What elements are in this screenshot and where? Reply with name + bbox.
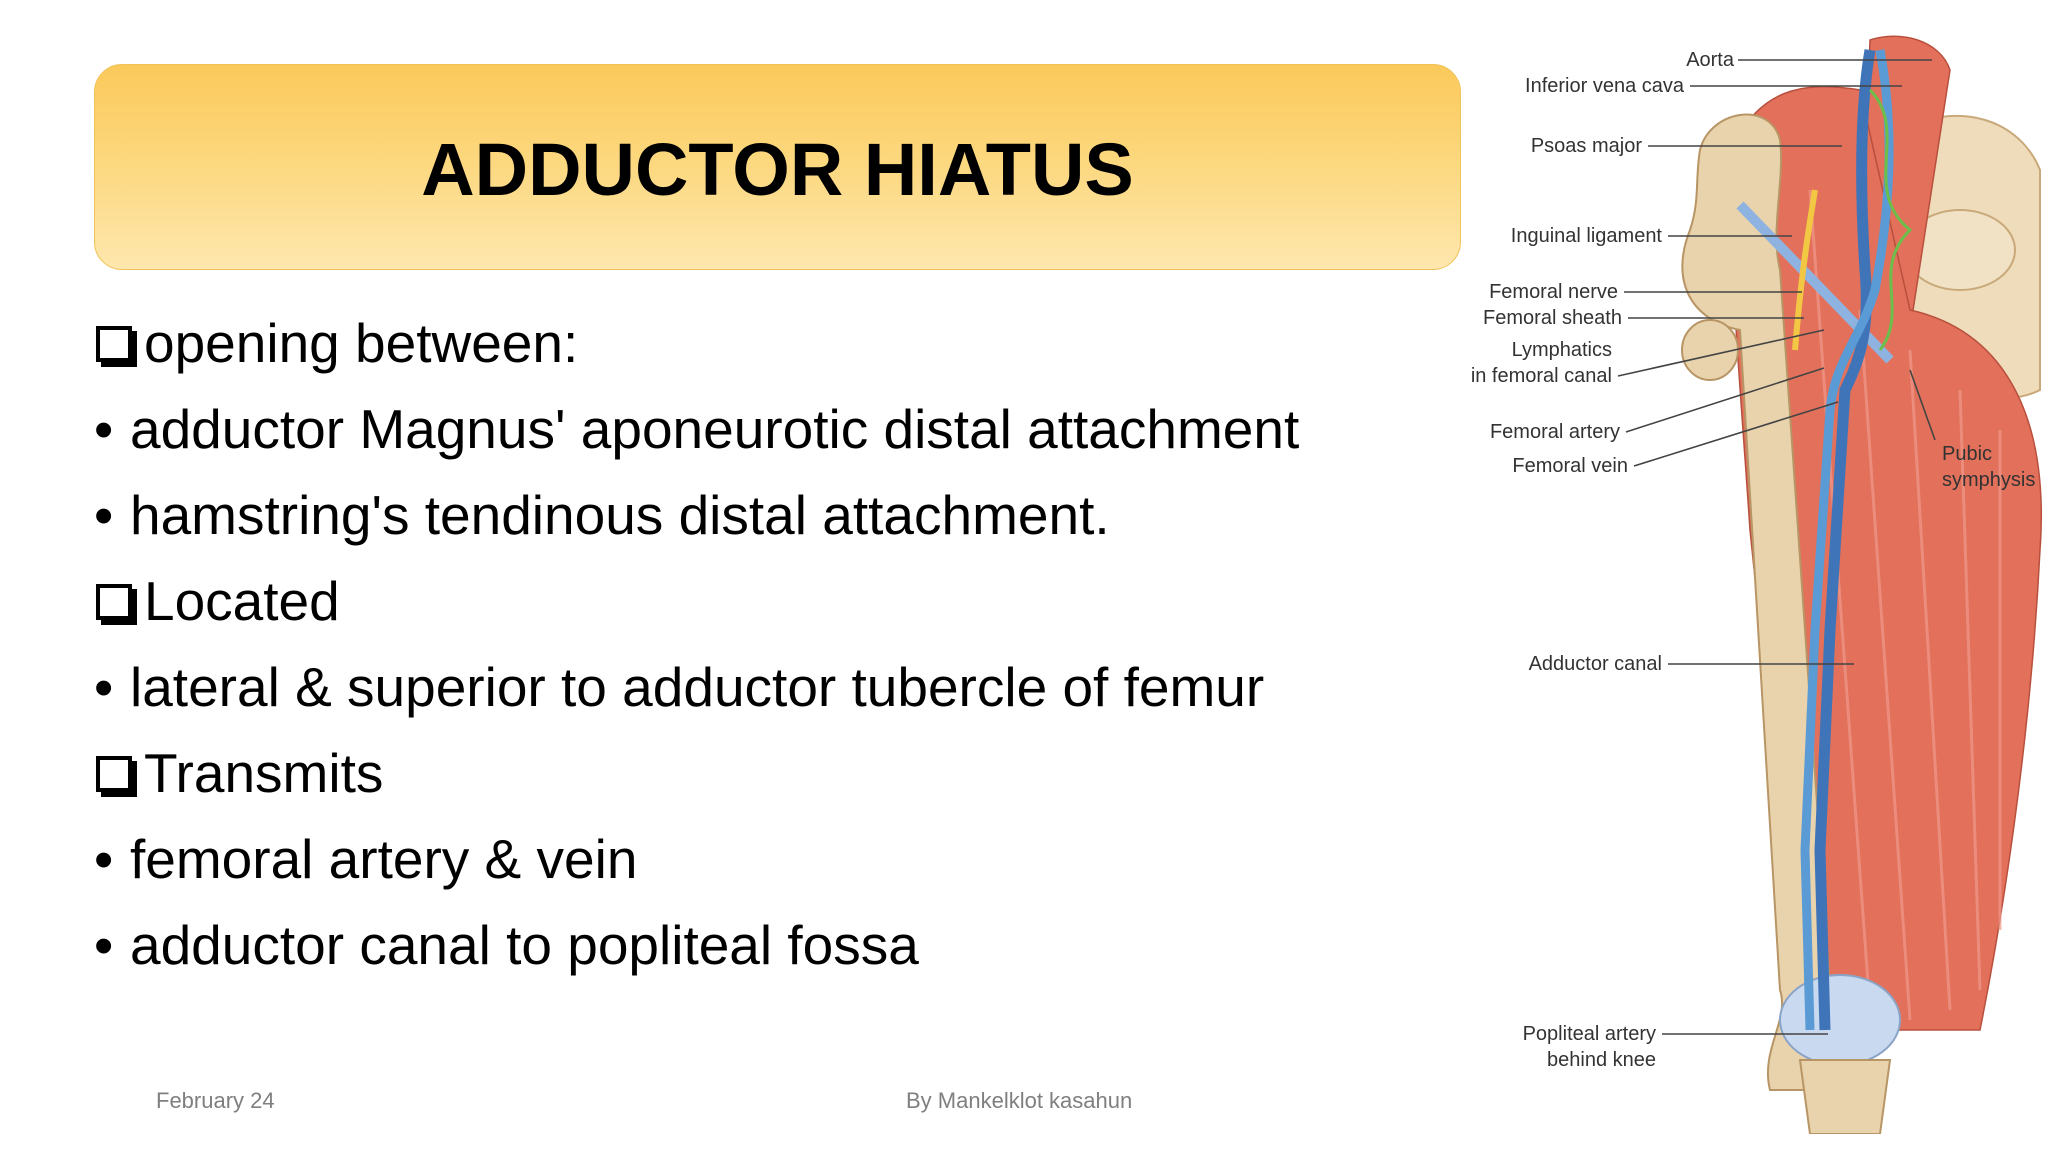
label-symphysis: symphysis	[1942, 469, 2036, 491]
thigh-anatomy-illustration	[1440, 30, 2048, 1134]
label-femoral-vein: Femoral vein	[1512, 455, 1628, 477]
list-item-text: adductor Magnus' aponeurotic distal attachment	[130, 398, 1300, 460]
list-item-text: Located	[144, 570, 340, 632]
label-aorta: Aorta	[1686, 49, 1734, 71]
slide-title: ADDUCTOR HIATUS	[421, 127, 1134, 211]
list-item	[94, 300, 1444, 386]
label-behind-knee: behind knee	[1547, 1049, 1656, 1071]
bullet-icon: •	[94, 484, 114, 546]
footer-author: By Mankelklot kasahun	[906, 1088, 1133, 1113]
knee-joint	[1780, 975, 1900, 1065]
label-inferior-vena-cava: Inferior vena cava	[1525, 75, 1684, 97]
bullet-icon: •	[94, 828, 114, 890]
bullet-icon: •	[94, 914, 114, 976]
femoral-head	[1682, 320, 1738, 380]
bullet-icon: •	[94, 656, 114, 718]
bullet-icon: •	[94, 398, 114, 460]
checkbox-bullet-icon	[96, 756, 132, 792]
list-item-text: lateral & superior to adductor tubercle of femur	[130, 656, 1265, 718]
list-item	[94, 386, 1444, 472]
list-item-text: hamstring's tendinous distal attachment.	[130, 484, 1110, 546]
list-item-text: Transmits	[144, 742, 384, 804]
label-lymphatics: Lymphatics	[1511, 339, 1612, 361]
list-item	[94, 902, 1444, 988]
label-psoas-major: Psoas major	[1530, 135, 1642, 157]
content-list	[94, 300, 1444, 988]
label-femoral-sheath: Femoral sheath	[1483, 307, 1622, 329]
label-pubic: Pubic	[1942, 443, 1993, 465]
label-adductor-canal: Adductor canal	[1528, 653, 1662, 675]
anatomy-figure	[1440, 30, 2048, 1134]
checkbox-bullet-icon	[96, 584, 132, 620]
label-inguinal-ligament: Inguinal ligament	[1510, 225, 1662, 247]
list-item	[94, 472, 1444, 558]
label-lymphatics-canal: in femoral canal	[1470, 365, 1612, 387]
title-banner	[94, 64, 1461, 270]
list-item	[94, 730, 1444, 816]
list-item-text: femoral artery & vein	[130, 828, 638, 890]
list-item	[94, 644, 1444, 730]
label-femoral-nerve: Femoral nerve	[1489, 281, 1618, 303]
checkbox-bullet-icon	[96, 326, 132, 362]
footer-date: February 24	[156, 1088, 275, 1113]
list-item-text: adductor canal to popliteal fossa	[130, 914, 919, 976]
list-item-text: opening between:	[144, 312, 579, 374]
label-popliteal-artery: Popliteal artery	[1522, 1023, 1656, 1045]
tibia-bone	[1800, 1060, 1890, 1134]
list-item	[94, 816, 1444, 902]
label-femoral-artery: Femoral artery	[1489, 421, 1620, 443]
list-item	[94, 558, 1444, 644]
